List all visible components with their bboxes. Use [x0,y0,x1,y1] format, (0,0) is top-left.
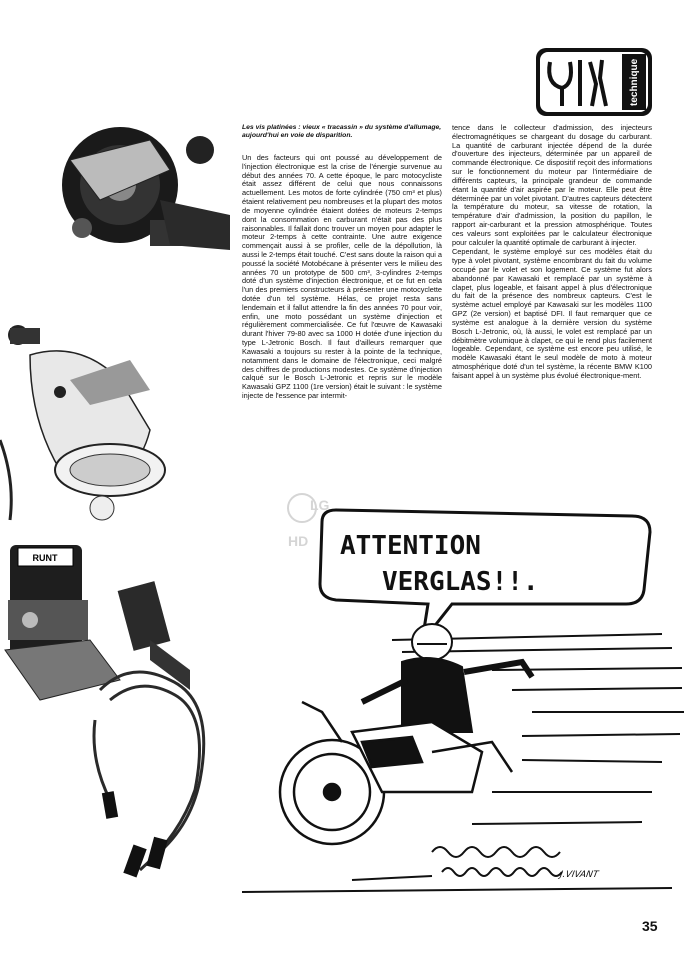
ignition-wires-photo [94,672,204,870]
coil-label: RUNT [32,553,58,563]
motorcycle [280,702,512,844]
distributor-photo [0,325,165,520]
photo-column [0,0,232,890]
rider [362,624,532,732]
ignition-parts-photos [0,0,232,890]
svg-text:HD: HD [288,533,309,549]
article-column-2 [452,124,652,382]
page-number: 35 [642,918,658,934]
article-column-1 [242,154,442,402]
technique-logo [536,48,652,116]
artist-signature: J.VIVANT [559,870,600,880]
contact-breaker-photo [40,110,230,250]
paragraph: Un des facteurs qui ont poussé au développement de l'injection électronique est la crise de l'énergie survenue au début des années 70. A cette époque, le parc motocycliste était assez différent de celui que nous connaissons actuellement. Les motos de forte cylindrée (750 cm³ et plus) étaient relativement peu nombreuses et la plupart des motos de moyenne cylindrée étaient dotées de moteurs 2-temps dont la consommation en carburant n'était pas des plus raisonnables. Il fallait donc trouver un moyen pour adapter le moteur 2-temps à cette contrainte. Une autre exigence commençait aussi à se profiler, celle de la dépollution, là aussi le 2-temps était touché. C'est sans doute la raison qui a poussé la société Motobécane à présenter vers le milieu des années 70 un prototype de 500 cm³, 3-cylindres 2-temps doté d'un système d'injection électronique, et ce fut en cela l'un des premiers constructeurs à présenter une motocyclette dotée d'un tel système. Hélas, ce projet resta sans lendemain et il fallut attendre la fin des années 70 pour voir, enfin, une moto possédant un système d'injection et régulièrement commercialisée. Ce fut l'œuvre de Kawasaki durant l'hiver 79-80 avec sa 1000 H dotée d'une injection du type L-Jetronic Bosch. Il faut d'ailleurs remarquer que Kawasaki a toujours su rester à la pointe de la technique, notamment dans le domaine de l'électronique, ceci malgré des chiffres de productions modestes. Ce système d'injection calqué sur le Bosch L-Jetronic et repris sur le modèle Kawasaki GPZ 1100 (1re version) était le suivant : le système injecte de l'essence par intermit- [242,153,442,400]
spark-plug-caps-photo [102,791,168,877]
logo-text: technique [629,58,640,106]
photo-caption: Les vis platinées : vieux « tracassin » du système d'allumage, aujourd'hui en voie de disparition. [242,124,442,140]
paragraph: Cependant, le système employé sur ces modèles était du type à volet pivotant, système encombrant du fait du volume occupé par le volet et son logement. Ce système fut alors abandonné par Kawasaki et remplacé par un système à clapet, plus logeable, et faisant appel à plus d'électronique du fait de la présence des nombreux capteurs. C'est le système actuel employé par Kawasaki sur les modèles 1100 GPZ (2e version) et baptisé DFI. Il faut remarquer que ce système est analogue à la dernière version du système Bosch L-Jetronic, où, là aussi, le volet est remplacé par un débitmètre volumique à clapet, ce qui le rend plus facilement logeable. Cependant, ce système est encore peu utilisé, le modèle Kawasaki étant le seul modèle de moto à moteur atmosphérique doté d'un tel système, la récente BMW K100 faisant appel à un système plus évolué électronique-ment. [452,247,652,380]
paragraph: tence dans le collecteur d'admission, des injecteurs électromagnétiques se chargeant du dosage du carburant. La quantité de carburant injectée dépend de la durée d'ouverture des injecteurs, déterminée par un appareil de commande électronique. Ce dispositif reçoit des informations sur le fonctionnement du moteur par l'intermédiaire de différents capteurs, la principale grandeur de commande étant la quantité d'air aspirée par le moteur. Elle peut être déterminée par un volet pivotant. D'autres capteurs détectent la température du moteur, sa vitesse de rotation, la température d'air d'admission, la position du papillon, le rapport air-carburant et la pression atmosphérique. Toutes ces valeurs sont exploitées par le calculateur électronique pour calculer la quantité optimale de carburant à injecter. [452,123,652,247]
svg-text:LG: LG [310,497,330,513]
bubble-line-2: VERGLAS!!. [382,567,539,597]
bubble-line-1: ATTENTION [340,531,481,561]
cartoon-illustration [232,492,684,912]
ground-lines [242,847,672,892]
